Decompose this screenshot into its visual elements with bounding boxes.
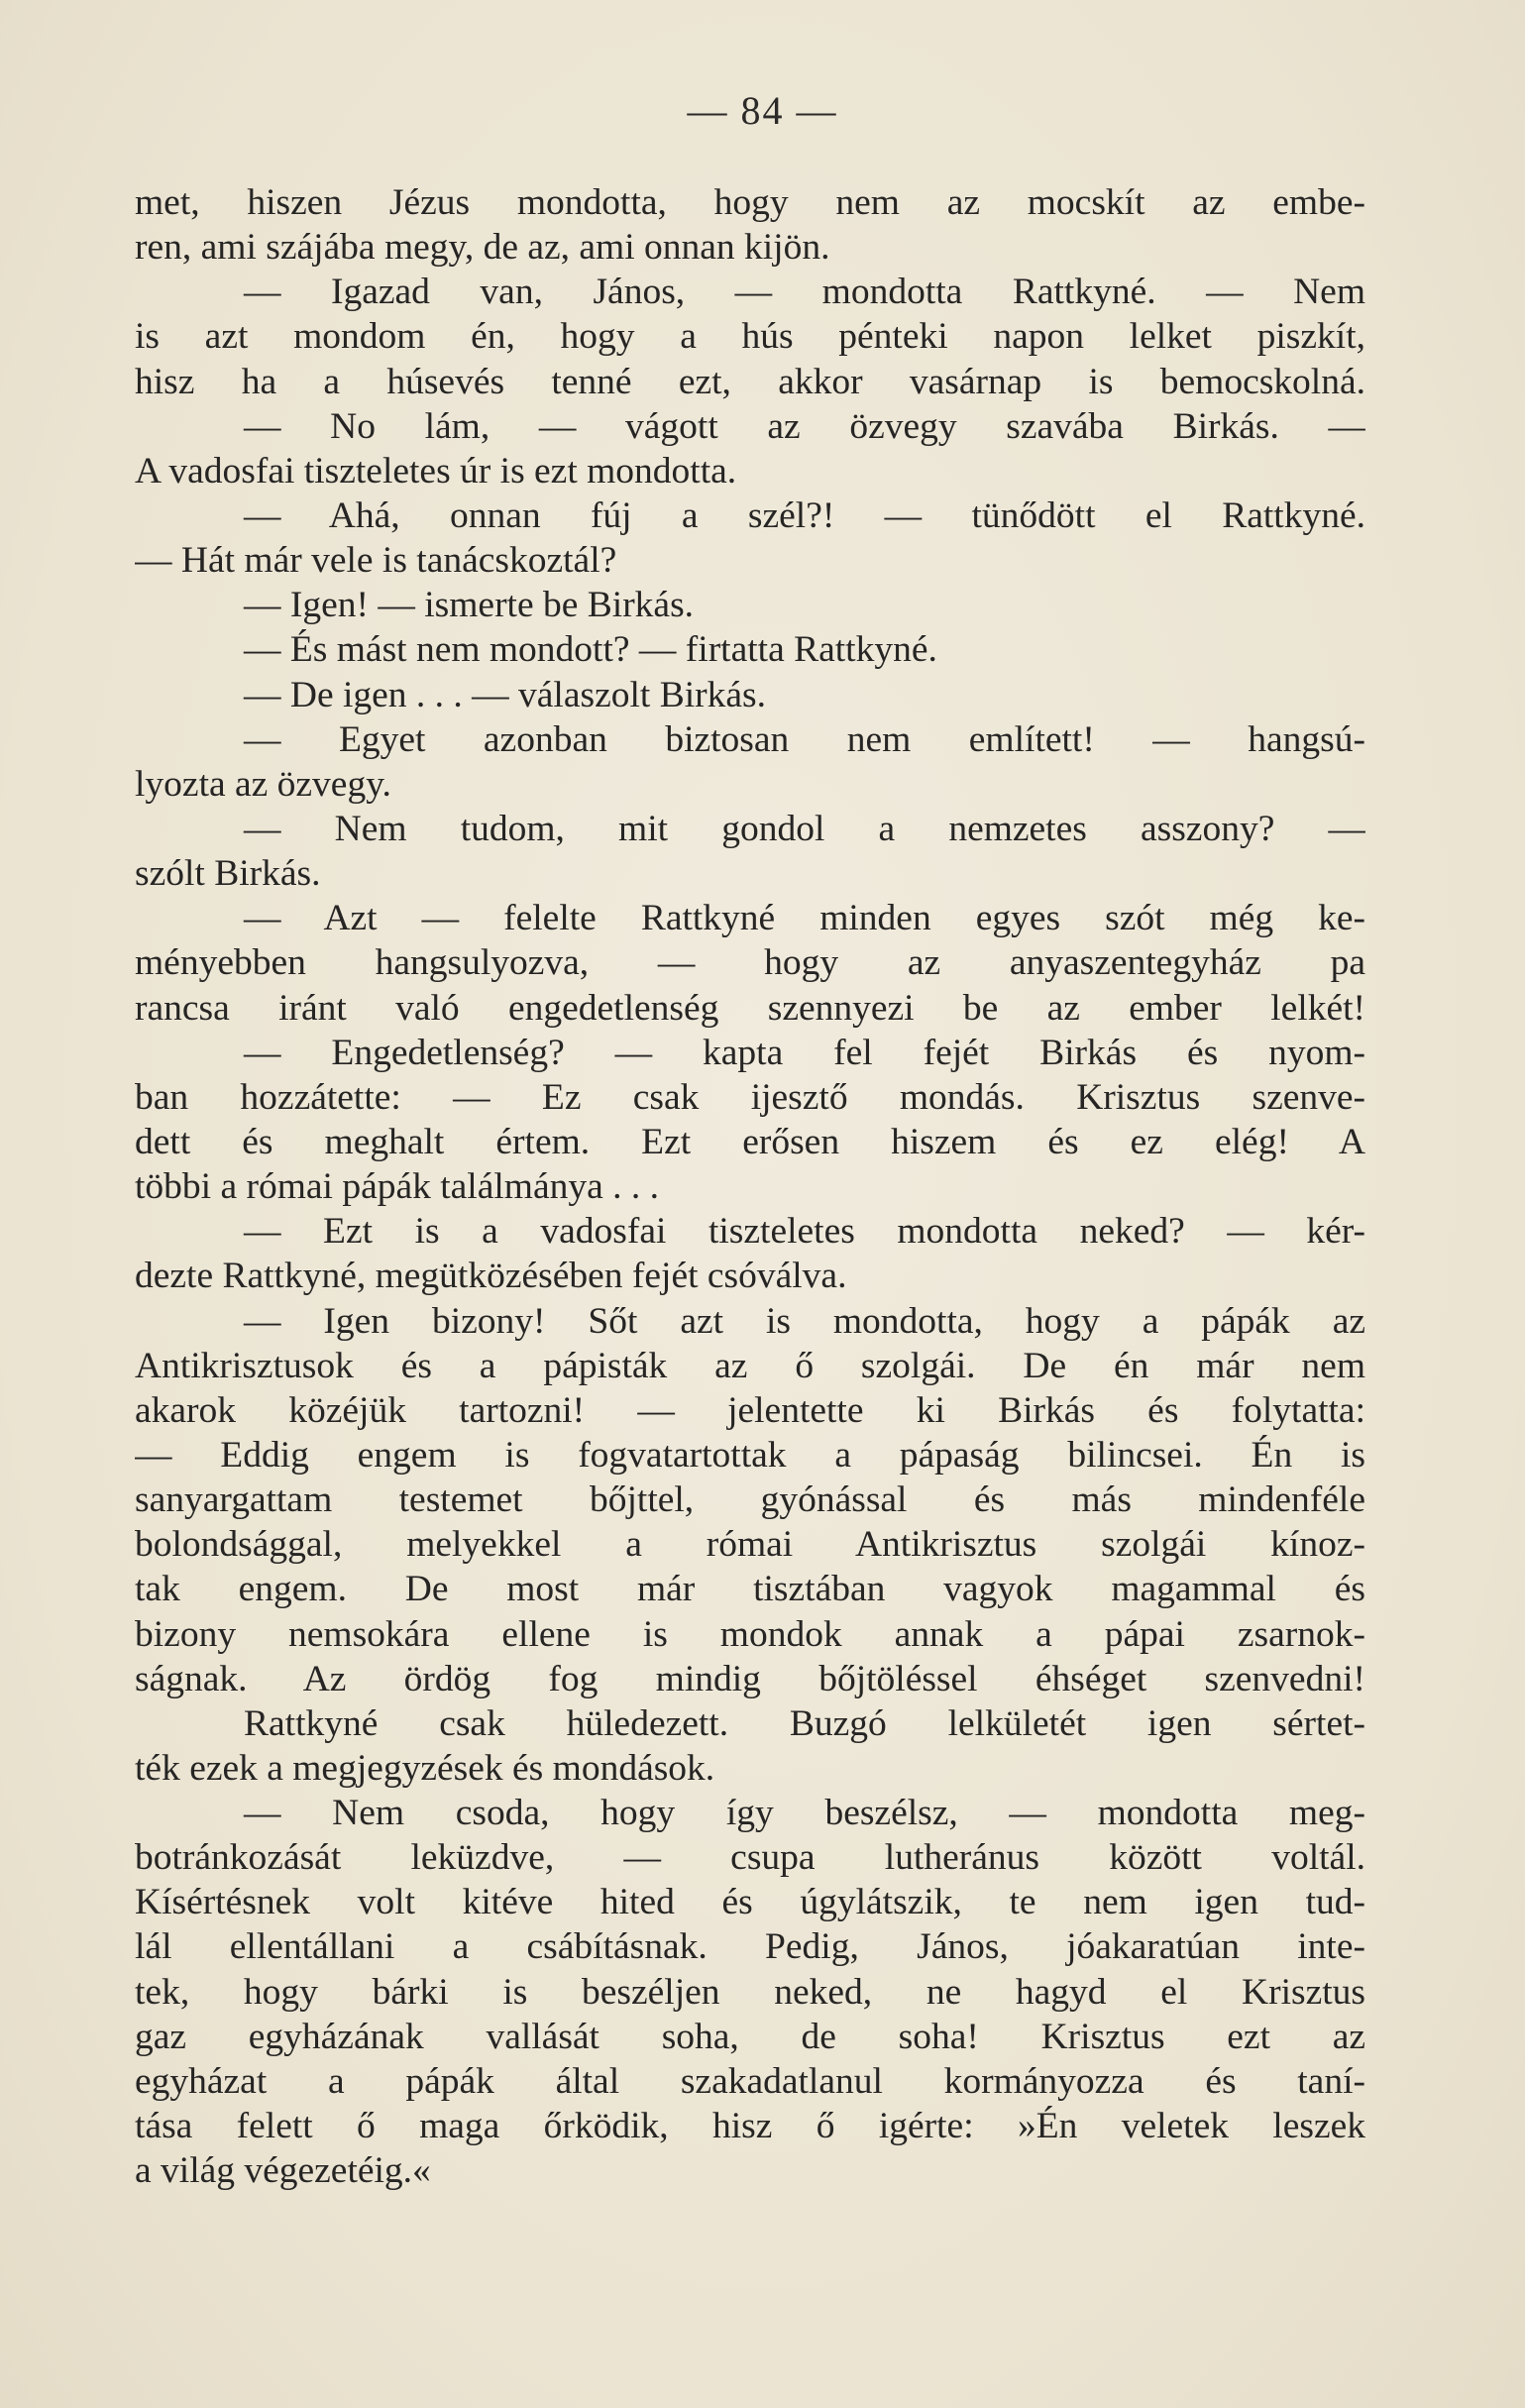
text-line: is azt mondom én, hogy a hús pénteki napon lelket piszkít, (135, 316, 1365, 358)
text-line: met, hiszen Jézus mondotta, hogy nem az mocskít az embe- (135, 182, 1365, 223)
text-line: ban hozzátette: — Ez csak ijesztő mondás. Krisztus szenve- (135, 1076, 1365, 1118)
text-line: — Nem tudom, mit gondol a nemzetes asszony? — (244, 808, 1365, 849)
text-line: — Eddig engem is fogvatartottak a pápaság bilincsei. Én is (135, 1434, 1365, 1476)
text-line: — Nem csoda, hogy így beszélsz, — mondotta meg- (244, 1793, 1365, 1834)
text-line: gaz egyházának vallását soha, de soha! Krisztus ezt az (135, 2016, 1365, 2057)
text-line: — Hát már vele is tanácskoztál? (135, 540, 617, 582)
text-line: botránkozását leküzdve, — csupa lutheránus között voltál. (135, 1837, 1365, 1879)
text-line: egyházat a pápák által szakadatlanul kormányozza és taní- (135, 2060, 1365, 2102)
text-line: — Ahá, onnan fúj a szél?! — tünődött el Rattkyné. (244, 494, 1365, 536)
text-line: — Azt — felelte Rattkyné minden egyes szót még ke- (244, 898, 1365, 939)
text-line: — Igazad van, János, — mondotta Rattkyné. — Nem (244, 272, 1365, 313)
text-line: bolondsággal, melyekkel a római Antikrisztus szolgái kínoz- (135, 1524, 1365, 1566)
text-line: tása felett ő maga őrködik, hisz ő igérte: »Én veletek leszek (135, 2106, 1365, 2147)
text-line: dezte Rattkyné, megütközésében fejét csóválva. (135, 1256, 847, 1297)
text-line: tek, hogy bárki is beszéljen neked, ne hagyd el Krisztus (135, 1971, 1365, 2013)
text-line: lál ellentállani a csábításnak. Pedig, János, jóakaratúan inte- (135, 1926, 1365, 1968)
text-line: — Igen! — ismerte be Birkás. (244, 585, 695, 626)
text-line: tak engem. De most már tisztában vagyok magammal és (135, 1569, 1365, 1610)
text-line: bizony nemsokára ellene is mondok annak a pápai zsarnok- (135, 1613, 1365, 1655)
text-line: — No lám, — vágott az özvegy szavába Birkás. — (244, 405, 1365, 447)
text-line: — De igen . . . — válaszolt Birkás. (244, 674, 766, 715)
text-line: — Engedetlenség? — kapta fel fejét Birkás és nyom- (244, 1032, 1365, 1073)
text-line: ményebben hangsulyozva, — hogy az anyaszentegyház pa (135, 942, 1365, 984)
text-line: lyozta az özvegy. (135, 763, 391, 805)
text-line: a világ végezetéig.« (135, 2150, 431, 2192)
text-line: A vadosfai tiszteletes úr is ezt mondotta. (135, 450, 737, 492)
text-line: — Igen bizony! Sőt azt is mondotta, hogy a pápák az (244, 1300, 1365, 1342)
text-line: Rattkyné csak hüledezett. Buzgó lelkületét igen sértet- (244, 1702, 1365, 1744)
text-line: — Egyet azonban biztosan nem említett! — hangsú- (244, 718, 1365, 760)
body-text (135, 180, 1365, 2193)
page-number: — 84 — (687, 88, 838, 133)
text-line: ték ezek a megjegyzések és mondások. (135, 1747, 715, 1789)
text-line: ren, ami szájába megy, de az, ami onnan kijön. (135, 227, 830, 269)
text-line: — És mást nem mondott? — firtatta Rattkyné. (244, 629, 937, 671)
text-line: ságnak. Az ördög fog mindig bőjtöléssel éhséget szenvedni! (135, 1658, 1365, 1699)
text-line: sanyargattam testemet bőjttel, gyónással és más mindenféle (135, 1479, 1365, 1521)
text-line: hisz ha a húsevés tenné ezt, akkor vasárnap is bemocskolná. (135, 361, 1365, 402)
text-line: — Ezt is a vadosfai tiszteletes mondotta neked? — kér- (244, 1211, 1365, 1253)
text-line: szólt Birkás. (135, 853, 321, 895)
text-line: rancsa iránt való engedetlenség szennyezi be az ember lelkét! (135, 987, 1365, 1029)
text-line: Kísértésnek volt kitéve hited és úgylátszik, te nem igen tud- (135, 1882, 1365, 1923)
text-line: többi a római pápák találmánya . . . (135, 1166, 659, 1208)
text-line: dett és meghalt értem. Ezt erősen hiszem és ez elég! A (135, 1121, 1365, 1162)
text-line: Antikrisztusok és a pápisták az ő szolgái. De én már nem (135, 1345, 1365, 1386)
text-line: akarok közéjük tartozni! — jelentette ki Birkás és folytatta: (135, 1389, 1365, 1431)
